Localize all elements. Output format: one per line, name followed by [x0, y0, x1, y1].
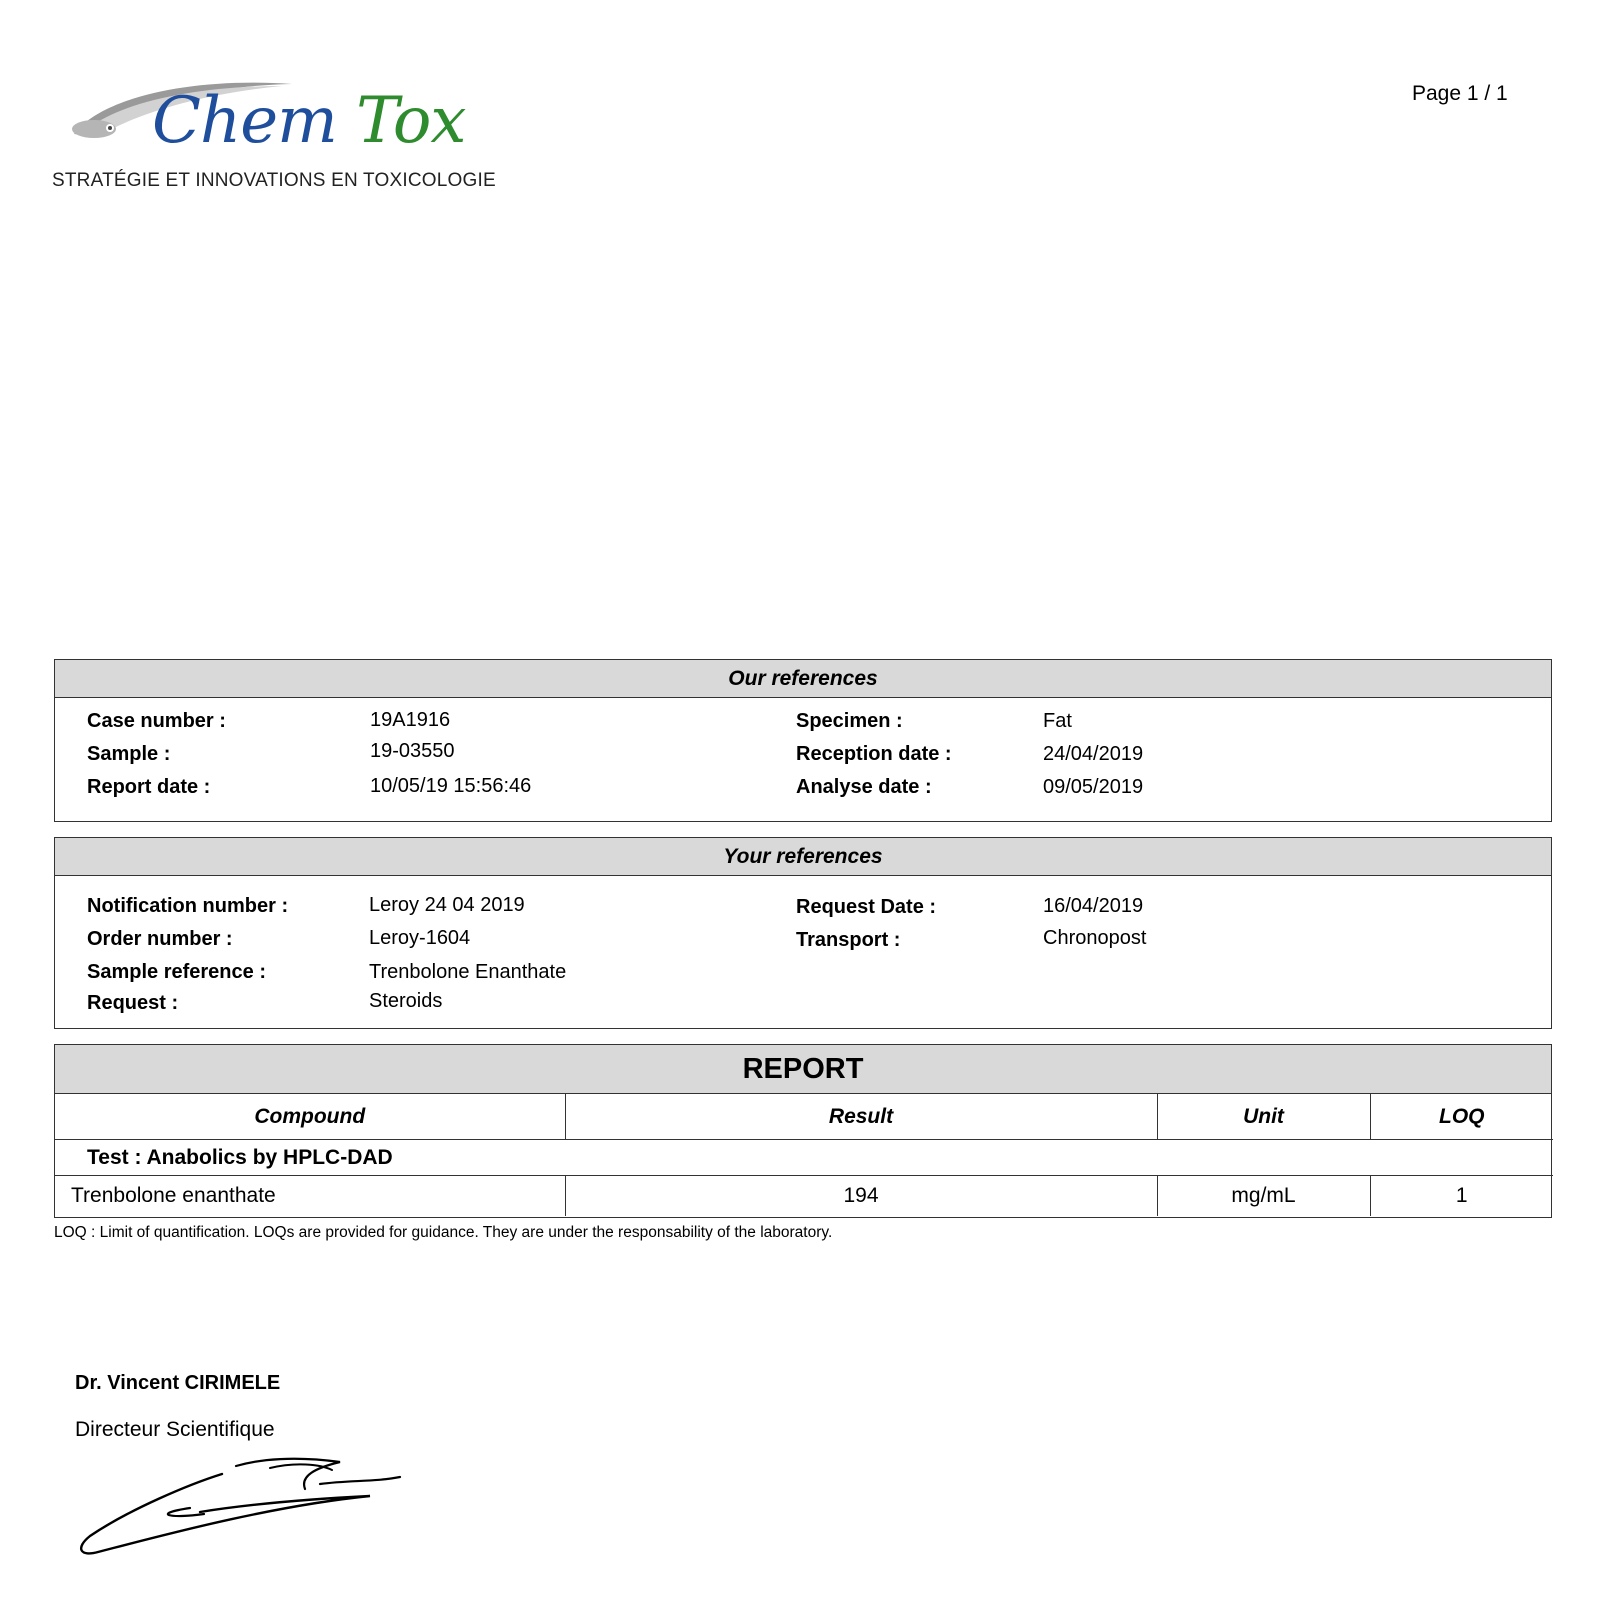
reception-date-value: 24/04/2019: [1043, 743, 1144, 765]
specimen-value: Fat: [1043, 710, 1072, 732]
results-table: [55, 1094, 1553, 1216]
sample-reference-value: Trenbolone Enanthate: [369, 961, 567, 983]
test-group-row: [55, 1140, 1553, 1176]
test-label: Test : Anabolics by HPLC-DAD: [55, 1140, 1553, 1176]
logo-tagline: STRATÉGIE ET INNOVATIONS EN TOXICOLOGIE: [52, 170, 496, 191]
our-references-panel: [54, 659, 1552, 822]
logo-word-chem: Chem: [152, 84, 337, 158]
request-date-label: Request Date :: [796, 896, 937, 918]
unit-cell: mg/mL: [1157, 1176, 1370, 1217]
analyse-date-value: 09/05/2019: [1043, 776, 1144, 798]
transport-label: Transport :: [796, 929, 901, 951]
your-references-panel: [54, 837, 1552, 1029]
request-value: Steroids: [369, 990, 443, 1012]
order-number-label: Order number :: [87, 928, 233, 950]
table-header-row: [55, 1094, 1553, 1140]
signatory-name: Dr. Vincent CIRIMELE: [75, 1372, 281, 1394]
column-header-compound: Compound: [55, 1094, 565, 1140]
analyse-date-label: Analyse date :: [796, 776, 932, 798]
transport-value: Chronopost: [1043, 927, 1147, 949]
loq-cell: 1: [1370, 1176, 1553, 1217]
specimen-label: Specimen :: [796, 710, 903, 732]
request-label: Request :: [87, 992, 179, 1014]
case-number-value: 19A1916: [370, 709, 451, 731]
report-date-label: Report date :: [87, 776, 211, 798]
request-date-value: 16/04/2019: [1043, 895, 1144, 917]
your-references-title: Your references: [55, 838, 1551, 876]
report-panel: [54, 1044, 1552, 1218]
reception-date-label: Reception date :: [796, 743, 952, 765]
column-header-unit: Unit: [1157, 1094, 1370, 1140]
our-references-title: Our references: [55, 660, 1551, 698]
notification-number-value: Leroy 24 04 2019: [369, 894, 525, 916]
handwritten-signature: [70, 1444, 420, 1564]
report-date-value: 10/05/19 15:56:46: [370, 775, 532, 797]
table-row: [55, 1176, 1553, 1217]
case-number-label: Case number :: [87, 710, 226, 732]
result-cell: 194: [565, 1176, 1157, 1217]
compound-cell: Trenbolone enanthate: [55, 1176, 565, 1217]
column-header-loq: LOQ: [1370, 1094, 1553, 1140]
column-header-result: Result: [565, 1094, 1157, 1140]
sample-reference-label: Sample reference :: [87, 961, 266, 983]
logo-wordmark: [152, 84, 465, 158]
report-title: REPORT: [55, 1045, 1551, 1094]
loq-footnote: LOQ : Limit of quantification. LOQs are provided for guidance. They are under the responsability of the laboratory.: [54, 1224, 833, 1241]
company-logo: [52, 72, 496, 202]
notification-number-label: Notification number :: [87, 895, 289, 917]
page-number: Page 1 / 1: [1412, 82, 1508, 105]
order-number-value: Leroy-1604: [369, 927, 471, 949]
sample-value: 19-03550: [370, 740, 455, 762]
logo-word-tox: Tox: [356, 84, 466, 158]
signatory-title: Directeur Scientifique: [75, 1418, 275, 1441]
sample-label: Sample :: [87, 743, 171, 765]
